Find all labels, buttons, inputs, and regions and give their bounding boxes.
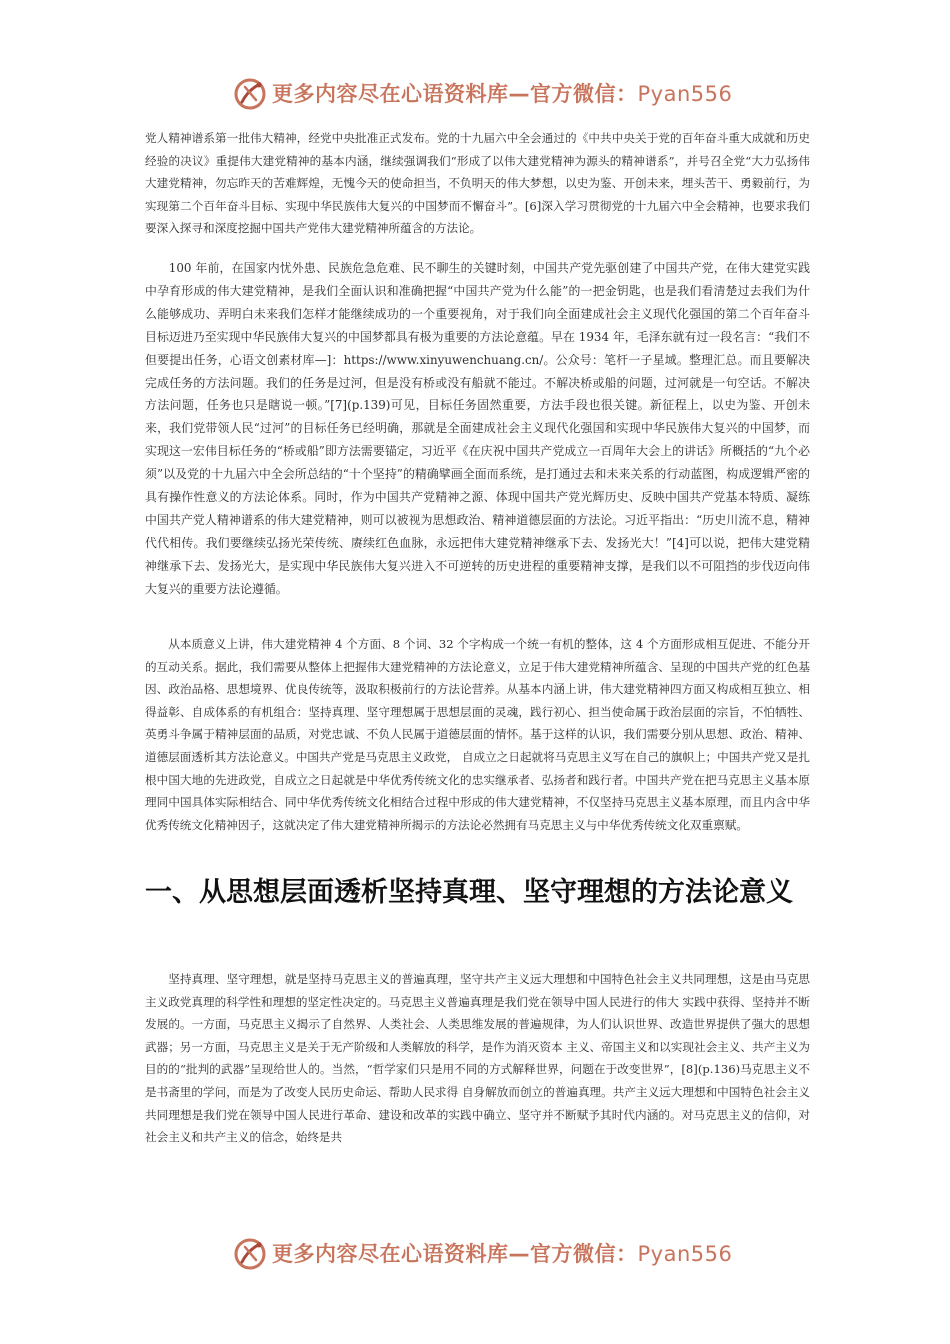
paragraph-4: 坚持真理、坚守理想，就是坚持马克思主义的普遍真理，坚守共产主义远大理想和中国特色社会主义共同理想，这是由马克思主义政党真理的科学性和理想的坚定性决定的。马克思主义普遍真理是我们党在领导中国人民进行的伟大 实践中获得、坚持并不断发展的。一方面，马克思主义揭示了自然界、人类社会、人类思维发展的普遍规律，为人们认识世界、改造世界提供了强大的思想武器；另一方面，马克思主义是关于无产阶级和人类解放的科学，是作为消灭资本 主义、帝国主义和以实现社会主义、共产主义为目的的“批判的武器”呈现给世人的。当然，“哲学家们只是用不同的方式解释世界，问题在于改变世界”，[8](p.136)马克思主义不是书斋里的学问，而是为了改变人民历史命运、帮助人民求得 自身解放而创立的普遍真理。共产主义远大理想和中国特色社会主义共同理想是我们党在领导中国人民进行革命、建设和改革的实践中确立、坚守并不断赋予其时代内涵的。对马克思主义的信仰，对社会主义和共产主义的信念，始终是共 xyxy=(145,972,810,1145)
header-banner xyxy=(0,74,950,114)
paragraph-1: 党人精神谱系第一批伟大精神，经党中央批准正式发布。党的十九届六中全会通过的《中共中央关于党的百年奋斗重大成就和历史经验的决议》重提伟大建党精神的基本内涵，继续强调我们“形成了以伟大建党精神为源头的精神谱系”，并号召全党“大力弘扬伟大建党精神，勿忘昨天的苦难辉煌，无愧今天的使命担当，不负明天的伟大梦想，以史为鉴、开创未来，埋头苦干、勇毅前行，为实现第二个百年奋斗目标、实现中华民族伟大复兴的中国梦而不懈奋斗”。[6]深入学习贯彻党的十九届六中全会精神，也要求我们要深入探寻和深度挖掘中国共产党伟大建党精神所蕴含的方法论。 xyxy=(145,131,810,236)
banner-text xyxy=(272,78,732,108)
banner-slogan: 更多内容尽在心语资料库 xyxy=(272,1242,509,1266)
banner-wechat-label: 官方微信： xyxy=(530,82,638,106)
brush-logo-icon xyxy=(232,76,268,112)
paragraph-2: 100 年前，在国家内忧外患、民族危急危难、民不聊生的关键时刻，中国共产党先驱创建了中国共产党，在伟大建党实践中孕育形成的伟大建党精神，是我们全面认识和准确把握“中国共产党为什么能”的一把金钥匙，也是我们看清楚过去我们为什么能够成功、弄明白未来我们怎样才能继续成功的一个重要视角，对于我们向全面建成社会主义现代化强国的第二个百年奋斗目标迈进乃至实现中华民族伟大复兴的中国梦都具有极为重要的方法论意蕴。早在 1934 年，毛泽东就有过一段名言：“我们不但要提出任务，心语文创素材库—]：https://www.xinyuwenchuang.cn/。公众号：笔杆一子星域。整理汇总。而且要解决完成任务的方法问题。我们的任务是过河，但是没有桥或没有船就不能过。不解决桥或船的问题，过河就是一句空话。不解决方法问题，任务也只是瞎说一顿。”[7](p.139)可见，目标任务固然重要，方法手段也很关键。新征程上，以史为鉴、开创未来，我们党带领人民“过河”的目标任务已经明确，那就是全面建成社会主义现代化强国和实现中华民族伟大复兴的中国梦，而实现这一宏伟目标任务的“桥或船”即方法需要锚定，习近平《在庆祝中国共产党成立一百周年大会上的讲话》所概括的“九个必须”以及党的十九届六中全会所总结的“十个坚持”的精确擘画全面而系统，是打通过去和未来关系的行动蓝图，构成逻辑严密的具有操作性意义的方法论体系。同时，作为中国共产党精神之源、体现中国共产党光辉历史、反映中国共产党基本特质、凝练中国共产党人精神谱系的伟大建党精神，则可以被视为思想政治、精神道德层面的方法论。习近平指出：“历史川流不息，精神代代相传。我们要继续弘扬光荣传统、赓续红色血脉，永远把伟大建党精神继承下去、发扬光大！”[4]可以说，把伟大建党精神继承下去、发扬光大，是实现中华民族伟大复兴进入不可逆转的历史进程的重要精神支撑，是我们以不可阻挡的步伐迈向伟大复兴的重要方法论遵循。 xyxy=(145,261,810,596)
banner-slogan: 更多内容尽在心语资料库 xyxy=(272,82,509,106)
banner-wechat-label: 官方微信： xyxy=(530,1242,638,1266)
footer-banner xyxy=(0,1234,950,1274)
banner-wechat-id: Pyan556 xyxy=(637,82,733,106)
banner-dash: — xyxy=(508,82,530,106)
section-heading: 一、从思想层面透析坚持真理、坚守理想的方法论意义 xyxy=(145,877,793,908)
banner-wechat-id: Pyan556 xyxy=(637,1242,733,1266)
banner-dash: — xyxy=(508,1242,530,1266)
paragraph-3: 从本质意义上讲，伟大建党精神 4 个方面、8 个词、32 个字构成一个统一有机的整体，这 4 个方面形成相互促进、不能分开的互动关系。据此，我们需要从整体上把握伟大建党精神的方法论意义，立足于伟大建党精神所蕴含、呈现的中国共产党的红色基因、政治品格、思想境界、优良传统等，汲取积极前行的方法论营养。从基本内涵上讲，伟大建党精神四方面又构成相互独立、相得益彰、自成体系的有机组合：坚持真理、坚守理想属于思想层面的灵魂，践行初心、担当使命属于政治层面的宗旨，不怕牺牲、英勇斗争属于精神层面的品质，对党忠诚、不负人民属于道德层面的情怀。基于这样的认识，我们需要分别从思想、政治、精神、道德层面透析其方法论意义。中国共产党是马克思主义政党， 自成立之日起就将马克思主义写在自己的旗帜上；中国共产党又是扎根中国大地的先进政党，自成立之日起就是中华优秀传统文化的忠实继承者、弘扬者和践行者。中国共产党在把马克思主义基本原理同中国具体实际相结合、同中华优秀传统文化相结合过程中形成的伟大建党精神，不仅坚持马克思主义基本原理，而且内含中华优秀传统文化精神因子，这就决定了伟大建党精神所揭示的方法论必然拥有马克思主义与中华优秀传统文化双重禀赋。 xyxy=(145,637,810,832)
brush-logo-icon xyxy=(232,1236,268,1272)
banner-text xyxy=(272,1238,732,1268)
